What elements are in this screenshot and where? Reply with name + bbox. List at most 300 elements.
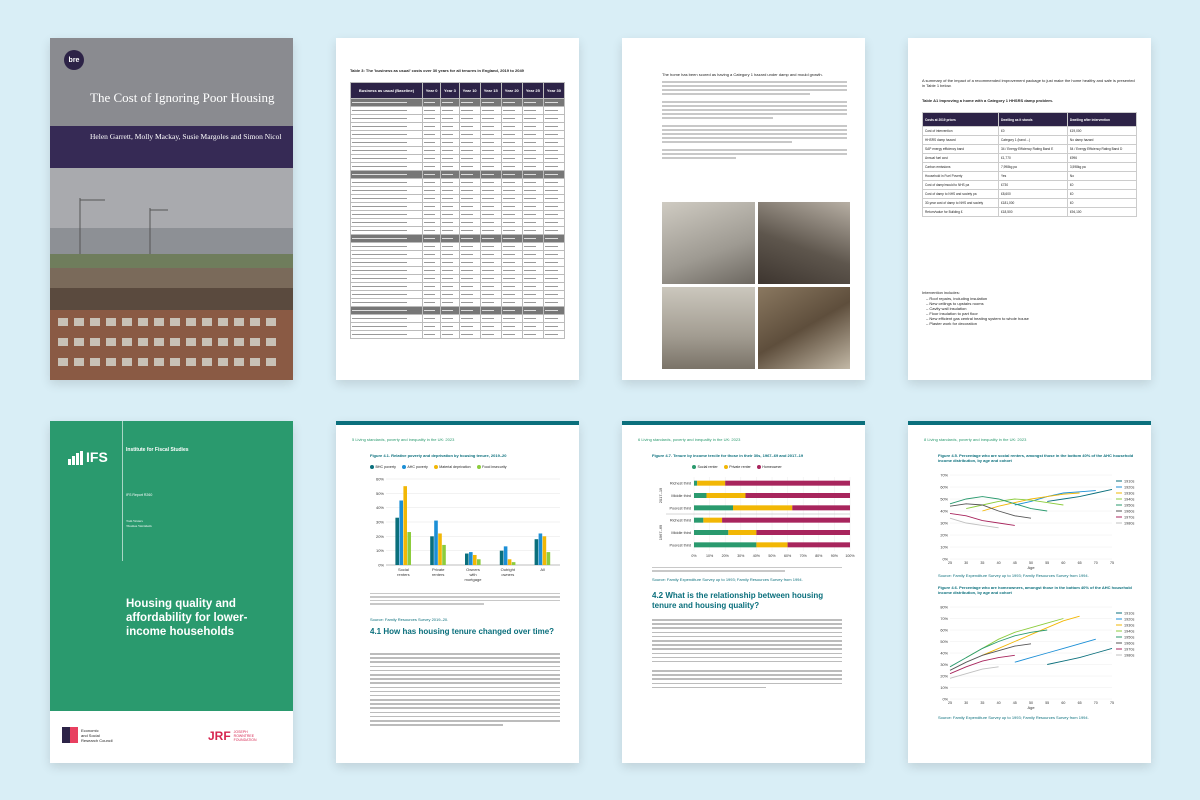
cost-table (350, 82, 565, 339)
cost-table-row (351, 283, 565, 291)
improve-cell: Cost of damp to NHS and society pa (923, 190, 999, 199)
cost-table-page[interactable] (336, 38, 579, 380)
improve-col: Costs at 2019 prices (923, 113, 999, 127)
cost-table-col: Year 20 (501, 83, 522, 99)
improve-cell: £181,000 (999, 199, 1068, 208)
series-line (1047, 648, 1112, 664)
legend-swatch (477, 465, 481, 469)
improve-cell: £1,770 (999, 154, 1068, 163)
figure-4-7-title: Figure 4.7. Tenure by income tercile for those in their 30s, 1967–69 and 2017–19 (652, 453, 804, 458)
cost-table-col: Year 10 (459, 83, 480, 99)
improve-cell: SAP energy efficiency band (923, 145, 999, 154)
improve-cell: 3,598kg pa (1067, 163, 1136, 172)
legend-entry (370, 465, 396, 469)
series-line (982, 616, 1079, 655)
damp-photo-grid (662, 202, 850, 369)
poverty-by-tenure-page[interactable] (336, 421, 579, 763)
legend-label: 1970s (1124, 515, 1135, 520)
figure-4-1-legend (370, 465, 507, 469)
improve-cell: Annual fuel cost (923, 154, 999, 163)
improve-cell: £996 (1067, 154, 1136, 163)
x-tick-label: 70 (1093, 561, 1098, 565)
stacked-bar-segment (722, 518, 850, 523)
series-line (966, 619, 1063, 658)
jrf-logo-text: JRF (208, 729, 231, 743)
bar (465, 554, 469, 565)
photo-page-text (662, 72, 847, 161)
jrf-text: ROWNTREE (233, 734, 255, 738)
stacked-bar-segment (725, 481, 850, 486)
y-tick-label: 0% (942, 557, 948, 562)
x-tick-label: Owners (466, 567, 480, 572)
x-tick-label: 30% (737, 554, 745, 558)
cost-table-col: Year 3 (441, 83, 459, 99)
improve-row (923, 181, 1137, 190)
ukri-icon (62, 727, 78, 743)
x-tick-label: 60 (1061, 561, 1066, 565)
improve-intro: A summary of the impact of a recommended improvement package to just make the home healthy and safe is presented in Table 1 below. (922, 78, 1135, 88)
x-tick-label: 20% (721, 554, 729, 558)
intervention-item: – Plaster work for decoration (926, 321, 977, 326)
improve-cell: £0 (999, 127, 1068, 136)
bar (539, 533, 543, 565)
figure-4-1-title: Figure 4.1. Relative poverty and deprivation by housing tenure, 2019–20 (370, 453, 507, 458)
x-tick-label: 25 (948, 701, 952, 705)
legend-entry (477, 465, 507, 469)
ifs-author: Thomas Wernham (126, 524, 152, 528)
y-tick-label: 60% (940, 628, 948, 633)
cost-table-col: Year 30 (543, 83, 564, 99)
bre-cover-authors: Helen Garrett, Molly Mackay, Susie Margoles and Simon Nicol (50, 126, 293, 168)
x-tick-label: 90% (830, 554, 839, 558)
stacked-bar-segment (756, 530, 850, 535)
stacked-bar-segment (745, 493, 850, 498)
improvement-table-page[interactable] (908, 38, 1151, 380)
x-tick-label: 40% (752, 554, 761, 558)
legend-label: 1910s (1124, 611, 1135, 616)
improve-cell: No (1067, 172, 1136, 181)
improve-cell: No damp hazard (1067, 136, 1136, 145)
legend-label: Material deprivation (439, 465, 471, 469)
legend-label: 1920s (1124, 617, 1135, 622)
intervention-item: – Cavity wall insulation (926, 306, 967, 311)
ifs-authors (126, 519, 152, 529)
ifs-cover-title: Housing quality and affordability for lower-income households (126, 598, 248, 638)
cost-table-row (351, 323, 565, 331)
cost-table-row (351, 251, 565, 259)
improve-col: Dwelling after intervention (1067, 113, 1136, 127)
improve-cell: Carbon emissions (923, 163, 999, 172)
improve-cell: 34 / Energy Efficiency Rating Band E (999, 145, 1068, 154)
figure-4-5-title: Figure 4.5. Percentage who are social renters, amongst those in the bottom 40% of the AHC household income distribution, by age and cohort (938, 453, 1134, 463)
bar (547, 552, 551, 565)
legend-label: 1940s (1124, 629, 1135, 634)
legend-swatch (434, 465, 438, 469)
x-tick-label: mortgage (464, 577, 482, 582)
figure-4-1-source: Source: Family Resources Survey 2019–20. (370, 617, 449, 622)
x-tick-label: 30 (964, 561, 969, 565)
y-category-label: Middle third (671, 494, 691, 498)
improve-cell: 54 / Energy Efficiency Rating Band D (1067, 145, 1136, 154)
legend-entry (692, 465, 718, 469)
x-tick-label: 50 (1029, 701, 1033, 705)
x-tick-label: Private (431, 567, 445, 572)
stacked-bar-segment (728, 530, 756, 535)
figure-4-5-source: Source: Family Expenditure Survey up to 1993; Family Resources Survey from 1994. (938, 573, 1089, 578)
section-4-2-heading: 4.2 What is the relationship between housing tenure and housing quality? (652, 591, 824, 610)
improvement-table (922, 112, 1137, 217)
x-tick-label: 45 (1012, 701, 1017, 705)
figure-4-6-title: Figure 4.6. Percentage who are homeowners, amongst those in the bottom 40% of the AHC household income distribution, by age and cohort (938, 585, 1132, 595)
x-tick-label: 50 (1029, 561, 1033, 565)
photo-page-intro: The home has been scored as having a Category 1 hazard under damp and mould growth. (662, 72, 823, 77)
y-tick-label: 10% (940, 685, 948, 690)
improve-cell: Return/value for Building £ (923, 208, 999, 217)
stacked-bar-segment (694, 530, 728, 535)
improve-row (923, 154, 1137, 163)
legend-label: 1940s (1124, 497, 1135, 502)
bar (477, 559, 481, 565)
ifs-cover-partners (50, 711, 293, 763)
legend-swatch (402, 465, 406, 469)
series-line (1015, 491, 1096, 505)
y-tick-label: 40% (375, 505, 384, 511)
cost-table-col: Year 0 (422, 83, 440, 99)
x-tick-label: 70% (799, 554, 807, 558)
cost-table-row (351, 219, 565, 227)
y-category-label: Richest third (669, 481, 691, 486)
improve-cell: £8,600 (999, 190, 1068, 199)
legend-label: 1970s (1124, 647, 1135, 652)
cost-table-row (351, 115, 565, 123)
improve-table-title: Table A1 Improving a home with a Category 1 HHSRS damp problem. (922, 98, 1053, 103)
y-tick-label: 70% (940, 616, 948, 621)
bar (500, 551, 504, 565)
stacked-bar-segment (697, 481, 725, 486)
x-tick-label: 45 (1012, 561, 1017, 565)
cost-table-header (351, 83, 565, 99)
running-head: 8 Living standards, poverty and inequality in the UK: 2023 (924, 437, 1027, 442)
cost-table-row (351, 155, 565, 163)
improve-row (923, 172, 1137, 181)
x-axis-label: Age (1027, 705, 1035, 710)
cost-table-row (351, 291, 565, 299)
y-category-label: Middle third (671, 531, 691, 535)
x-tick-label: Outright (500, 567, 515, 572)
ifs-logo-text: IFS (86, 449, 108, 465)
cost-table-row (351, 331, 565, 339)
figure-4-7-source: Source: Family Expenditure Survey up to 1993; Family Resources Survey from 1994. (652, 577, 803, 582)
cost-table-col: Year 25 (522, 83, 543, 99)
y-category-label: Poorest third (669, 506, 691, 511)
x-tick-label: 0% (691, 554, 697, 558)
improve-cell: Cost of intervention (923, 127, 999, 136)
cost-table-row (351, 307, 565, 315)
legend-label: Food insecurity (482, 465, 507, 469)
legend-label: 1920s (1124, 485, 1135, 490)
improve-row (923, 190, 1137, 199)
stacked-bar-segment (792, 505, 850, 510)
ifs-report-number: IFS Report R260 (126, 493, 153, 497)
stacked-bar-segment (694, 542, 756, 547)
photo-bathroom (662, 202, 755, 284)
x-tick-label: 60% (783, 554, 792, 558)
legend-entry (724, 465, 751, 469)
series-line (1015, 639, 1096, 662)
x-tick-label: 65 (1077, 561, 1082, 565)
bar (504, 546, 508, 565)
y-tick-label: 0% (378, 562, 384, 568)
cost-table-row (351, 267, 565, 275)
improve-cell: £0 (1067, 181, 1136, 190)
legend-swatch (692, 465, 696, 469)
legend-label: 1950s (1124, 635, 1135, 640)
jrf-logo (208, 729, 257, 743)
cohort-line-charts-page[interactable] (908, 421, 1151, 763)
y-tick-label: 60% (940, 485, 948, 490)
ifs-author: Tom Waters (126, 519, 143, 523)
cost-table-row (351, 163, 565, 171)
legend-label: 1910s (1124, 479, 1135, 484)
bar (403, 486, 407, 565)
bar (395, 518, 399, 565)
y-tick-label: 50% (375, 490, 384, 496)
housing-estate-photo (50, 168, 293, 380)
legend-label: 1930s (1124, 491, 1135, 496)
bar (508, 559, 512, 565)
x-tick-label: 25 (948, 561, 952, 565)
x-tick-label: 40 (996, 561, 1001, 565)
bar (442, 545, 446, 565)
figure-4-1-chart (364, 473, 564, 585)
bre-logo: bre (64, 50, 84, 70)
improve-cell: 30-year cost of damp to NHS and society (923, 199, 999, 208)
photo-kitchen (662, 287, 755, 369)
x-tick-label: Social (397, 567, 409, 572)
x-tick-label: with (469, 572, 477, 577)
bar (430, 536, 434, 565)
improve-cell: £19,000 (1067, 127, 1136, 136)
cost-table-body (351, 99, 565, 339)
legend-label: 1980s (1124, 521, 1135, 526)
y-tick-label: 80% (940, 605, 948, 610)
cost-table-row (351, 187, 565, 195)
improve-cell: £0 (1067, 199, 1136, 208)
legend-label: BHC poverty (375, 465, 396, 469)
improve-cell: £18,500 (999, 208, 1068, 217)
intervention-item: – New ceilings to upstairs rooms (926, 301, 984, 306)
cost-table-row (351, 99, 565, 107)
intervention-item: – Floor insulation to part floor (926, 311, 978, 316)
improve-row (923, 208, 1137, 217)
x-tick-label: 35 (980, 561, 985, 565)
bar (543, 536, 547, 565)
section-4-1-heading: 4.1 How has housing tenure changed over time? (370, 627, 555, 636)
photo-ceiling-damage (758, 202, 851, 284)
bre-cover-title: The Cost of Ignoring Poor Housing (90, 90, 275, 105)
y-tick-label: 10% (940, 545, 948, 550)
esrc-text: Research Council (81, 737, 113, 743)
ifs-report-cover[interactable] (50, 421, 293, 763)
legend-entry (434, 465, 471, 469)
cost-table-row (351, 275, 565, 283)
cost-table-title: Table 3: The 'business as usual' costs over 30 years for all tenures in England, 2019 to 2049 (350, 68, 524, 73)
improve-row (923, 127, 1137, 136)
stacked-bar-segment (706, 493, 745, 498)
y-tick-label: 50% (940, 639, 948, 644)
jrf-text: JOSEPH (233, 730, 248, 734)
legend-label: Private renter (729, 465, 751, 469)
tenure-by-income-page[interactable] (622, 421, 865, 763)
x-tick-label: 55 (1045, 561, 1050, 565)
legend-label: Homeowner (762, 465, 782, 469)
x-tick-label: 75 (1110, 701, 1114, 705)
cost-table-row (351, 147, 565, 155)
esrc-text: and Social (81, 732, 100, 738)
legend-swatch (724, 465, 728, 469)
bar (438, 533, 442, 565)
legend-label: 1980s (1124, 653, 1135, 658)
bar (512, 562, 516, 565)
x-tick-label: 70 (1093, 701, 1098, 705)
group-label: 1967–69 (658, 524, 663, 541)
stacked-bar-segment (733, 505, 792, 510)
x-tick-label: 100% (845, 554, 855, 558)
x-tick-label: renters (397, 572, 410, 577)
stacked-bar-segment (788, 542, 850, 547)
cost-table-row (351, 299, 565, 307)
cost-table-row (351, 243, 565, 251)
improve-cell: Household in Fuel Poverty (923, 172, 999, 181)
series-line (950, 667, 999, 679)
bre-report-cover[interactable] (50, 38, 293, 380)
legend-entry (757, 465, 782, 469)
stacked-bar-segment (694, 505, 733, 510)
y-tick-label: 70% (940, 473, 948, 478)
y-tick-label: 40% (940, 509, 948, 514)
cost-table-row (351, 123, 565, 131)
intervention-item: – Roof repairs, including insulation (926, 296, 988, 301)
bar (535, 539, 539, 565)
cost-table-row (351, 139, 565, 147)
bar (399, 501, 403, 566)
cost-table-row (351, 107, 565, 115)
cost-table-row (351, 131, 565, 139)
figure-4-5-chart (930, 471, 1142, 571)
cost-table-col: Year 15 (480, 83, 501, 99)
cost-table-row (351, 315, 565, 323)
y-category-label: Richest third (669, 518, 691, 523)
x-tick-label: 60 (1061, 701, 1066, 705)
y-tick-label: 10% (375, 548, 384, 554)
bar (434, 521, 438, 565)
ifs-institute-name: Institute for Fiscal Studies (126, 447, 189, 453)
improve-row (923, 145, 1137, 154)
interventions-list (926, 296, 1029, 326)
x-tick-label: 50% (768, 554, 776, 558)
x-tick-label: 35 (980, 701, 985, 705)
y-tick-label: 30% (375, 519, 384, 525)
cost-table-row (351, 211, 565, 219)
legend-swatch (370, 465, 374, 469)
improve-cell: Category 1 (band ...) (999, 136, 1068, 145)
y-tick-label: 20% (940, 674, 948, 679)
stacked-bar-segment (694, 518, 703, 523)
cost-table-row (351, 179, 565, 187)
x-tick-label: 30 (964, 701, 969, 705)
series-line (950, 513, 1015, 525)
x-tick-label: 75 (1110, 561, 1114, 565)
running-head: 6 Living standards, poverty and inequality in the UK: 2023 (638, 437, 741, 442)
improve-cell: £0 (1067, 190, 1136, 199)
y-category-label: Poorest third (669, 543, 691, 548)
esrc-logo (62, 727, 113, 743)
legend-label: AHC poverty (407, 465, 428, 469)
cost-table-row (351, 259, 565, 267)
figure-4-6-chart (930, 603, 1142, 711)
y-tick-label: 30% (940, 662, 948, 667)
x-tick-label: 10% (705, 554, 714, 558)
ifs-logo (68, 449, 108, 465)
legend-label: 1950s (1124, 503, 1135, 508)
legend-label: Social renter (697, 465, 718, 469)
stacked-bar-segment (756, 542, 787, 547)
x-tick-label: All (540, 567, 545, 572)
improve-cell: 7,998kg pa (999, 163, 1068, 172)
stacked-bar-segment (703, 518, 722, 523)
bar (469, 552, 473, 565)
figure-4-6-source: Source: Family Expenditure Survey up to 1993; Family Resources Survey from 1994. (938, 715, 1089, 720)
legend-label: 1960s (1124, 641, 1135, 646)
y-tick-label: 20% (940, 533, 948, 538)
legend-label: 1930s (1124, 623, 1135, 628)
damp-photos-page[interactable] (622, 38, 865, 380)
y-tick-label: 60% (375, 476, 384, 482)
intervention-item: – New efficient gas central heating system to whole house (926, 316, 1029, 321)
x-tick-label: owners (501, 572, 515, 577)
improve-row (923, 136, 1137, 145)
y-tick-label: 50% (940, 497, 948, 502)
group-label: 2017–19 (658, 487, 663, 504)
figure-4-7-chart (636, 473, 856, 563)
improve-cell: HHSRS damp hazard (923, 136, 999, 145)
stacked-bar-segment (694, 481, 697, 486)
jrf-text: FOUNDATION (233, 738, 257, 742)
improve-cell: £730 (999, 181, 1068, 190)
bar (407, 532, 411, 565)
x-axis-label: Age (1027, 565, 1035, 570)
y-tick-label: 30% (940, 521, 948, 526)
x-tick-label: 65 (1077, 701, 1082, 705)
cost-table-row (351, 235, 565, 243)
esrc-text: Economic (81, 727, 99, 733)
legend-label: 1960s (1124, 509, 1135, 514)
x-tick-label: renters (431, 572, 445, 577)
bar (473, 555, 477, 565)
figure-4-7-legend (692, 465, 782, 469)
cost-table-row (351, 227, 565, 235)
y-tick-label: 40% (940, 651, 948, 656)
x-tick-label: 55 (1045, 701, 1050, 705)
cost-table-row (351, 203, 565, 211)
photo-collapsed-ceiling (758, 287, 851, 369)
improve-cell: £94,100 (1067, 208, 1136, 217)
legend-swatch (757, 465, 761, 469)
cost-table-row (351, 195, 565, 203)
cost-table-row (351, 171, 565, 179)
improve-row (923, 199, 1137, 208)
improve-row (923, 163, 1137, 172)
